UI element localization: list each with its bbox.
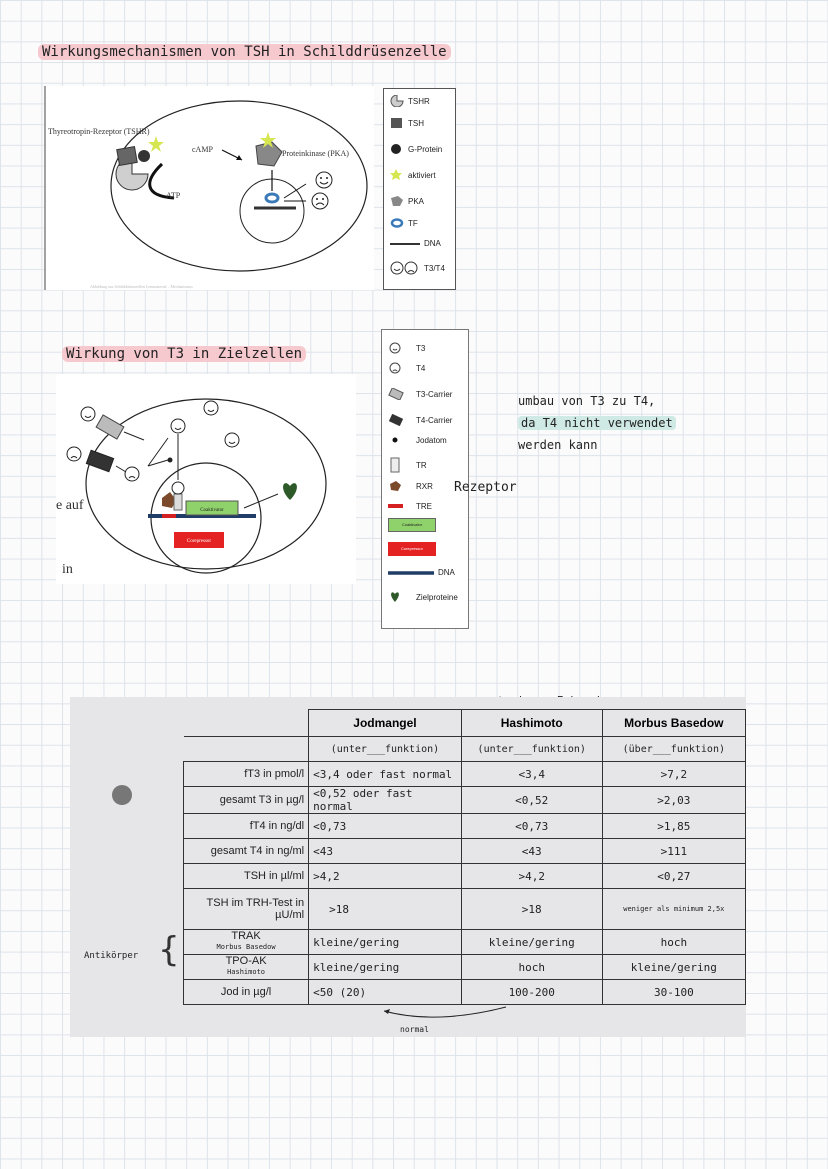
legend-item: RXR	[388, 480, 433, 492]
svg-text:Corepressor: Corepressor	[186, 539, 212, 544]
t3-mechanism-diagram	[56, 374, 356, 584]
smiley-icon	[81, 407, 95, 421]
zielproteine-icon	[388, 590, 406, 604]
dna-icon	[388, 570, 434, 576]
legend-item: DNA	[388, 568, 455, 577]
t3-carrier-icon	[388, 388, 406, 400]
header-hashimoto: Hashimoto	[461, 710, 602, 737]
thyroid-lab-table-photo	[70, 697, 746, 1037]
legend-item: TRE	[388, 500, 432, 512]
dna-icon	[390, 241, 420, 247]
zielprotein-heart	[283, 483, 297, 500]
table-row: TSH in µl/ml >4,2 >4,2 <0,27	[184, 864, 746, 889]
table-row: fT4 in ng/dl <0,73 <0,73 >1,85	[184, 814, 746, 839]
table-row: gesamt T4 in ng/ml <43 <43 >111	[184, 839, 746, 864]
antikoerper-label: Antikörper	[84, 951, 139, 961]
legend-item: TSH	[390, 117, 424, 129]
smiley-icon	[204, 401, 218, 415]
t4-carrier-shape	[86, 450, 113, 471]
legend-item: TF	[390, 217, 418, 229]
tsh-diagram-svg	[44, 86, 374, 290]
sub-jodmangel: (unter___funktion)	[309, 737, 462, 762]
legend-item	[388, 518, 436, 532]
svg-text:Coaktivator: Coaktivator	[200, 508, 224, 513]
jodatom-shape	[168, 458, 173, 463]
rezeptor-note: Rezeptor	[454, 480, 517, 495]
legend-item: G-Protein	[390, 143, 442, 155]
table-row: Jod in µg/l <50 (20) 100-200 30-100	[184, 980, 746, 1005]
sub-basedow: (über___funktion)	[602, 737, 745, 762]
legend-item: aktiviert	[390, 169, 436, 181]
atp-label: ATP	[166, 191, 181, 200]
t3-diagram-svg	[56, 374, 356, 584]
smiley-icon	[225, 433, 239, 447]
cut-text-2: in	[62, 562, 73, 577]
diagram-footer: Abbildung aus Schilddrüsenzellen Lernmaterial – Mechanismus	[90, 284, 193, 289]
tr-shape	[174, 494, 182, 510]
t3-legend	[381, 329, 469, 629]
activated-star	[148, 136, 164, 152]
tre-icon	[388, 500, 406, 512]
g-protein-icon	[390, 143, 404, 155]
normal-curve-arrow	[376, 1003, 516, 1027]
legend-item: Zielproteine	[388, 590, 458, 604]
tf-shape	[266, 194, 278, 202]
pka-icon	[390, 195, 404, 207]
thyroid-values-table	[183, 709, 746, 1005]
camp-label: cAMP	[192, 145, 213, 154]
t3-icon	[388, 342, 406, 354]
t3-carrier-shape	[96, 415, 124, 439]
frowny-icon	[67, 447, 81, 461]
legend-item: T3-Carrier	[388, 388, 452, 400]
tf-icon	[390, 217, 404, 229]
legend-item	[388, 542, 436, 556]
coactivator-icon: Coaktivator	[388, 518, 436, 532]
section1-heading: Wirkungsmechanismen von TSH in Schilddrüsenzelle	[38, 44, 451, 60]
pka-label: Proteinkinase (PKA)	[282, 149, 349, 158]
header-basedow: Morbus Basedow	[602, 710, 745, 737]
tre-shape	[162, 514, 176, 518]
legend-item: PKA	[390, 195, 424, 207]
table-row: fT3 in pmol/l <3,4 oder fast normal <3,4 >7,2	[184, 762, 746, 787]
smiley-icon	[316, 172, 332, 188]
legend-item: T3/T4	[390, 261, 445, 275]
sub-hashimoto: (unter___funktion)	[461, 737, 602, 762]
frowny-icon	[312, 193, 328, 209]
legend-item: T3	[388, 342, 425, 354]
normal-note: normal	[400, 1025, 429, 1034]
header-jodmangel: Jodmangel	[309, 710, 462, 737]
tshr-icon	[390, 95, 404, 107]
table-row: gesamt T3 in µg/l <0,52 oder fast normal <0,52 >2,03	[184, 787, 746, 814]
table-row: TRAK Morbus Basedow kleine/gering kleine/gering hoch	[184, 930, 746, 955]
cut-text-1: e auf	[56, 498, 84, 513]
rxr-icon	[388, 480, 406, 492]
g-protein-shape	[138, 150, 150, 162]
table-row: TSH im TRH-Test in µU/ml >18 >18 weniger als minimum 2,5x	[184, 889, 746, 930]
tsh-mechanism-diagram	[44, 86, 374, 290]
legend-item: TR	[388, 456, 427, 474]
frowny-icon	[125, 467, 139, 481]
section2-heading: Wirkung von T3 in Zielzellen	[62, 346, 306, 362]
tsh-icon	[390, 117, 404, 129]
t4-carrier-icon	[388, 414, 406, 426]
receptor-label: Thyreotropin-Rezeptor (TSHR)	[48, 127, 150, 136]
corepressor-icon: Corepressor	[388, 542, 436, 556]
brace-icon: {	[158, 930, 180, 970]
legend-item: T4-Carrier	[388, 414, 452, 426]
tr-icon	[388, 456, 406, 474]
pka-shape	[256, 142, 282, 166]
table-subheader-row	[184, 737, 746, 762]
t3-t4-note: umbau von T3 zu T4, da T4 nicht verwendet werden kann	[518, 390, 676, 456]
table-row: TPO-AK Hashimoto kleine/gering hoch kleine/gering	[184, 955, 746, 980]
tsh-shape	[117, 147, 138, 166]
jodatom-icon	[388, 434, 406, 446]
smiley-icon	[171, 419, 185, 433]
tsh-legend	[383, 88, 456, 290]
table-header-row	[184, 710, 746, 737]
smiley-icon	[172, 482, 184, 494]
t3-t4-icon	[390, 261, 420, 275]
t4-icon	[388, 362, 406, 374]
activated-icon	[390, 169, 404, 181]
legend-item: Jodatom	[388, 434, 447, 446]
legend-item: DNA	[390, 239, 441, 248]
legend-item: TSHR	[390, 95, 430, 107]
hole-punch	[112, 785, 132, 805]
legend-item: T4	[388, 362, 425, 374]
